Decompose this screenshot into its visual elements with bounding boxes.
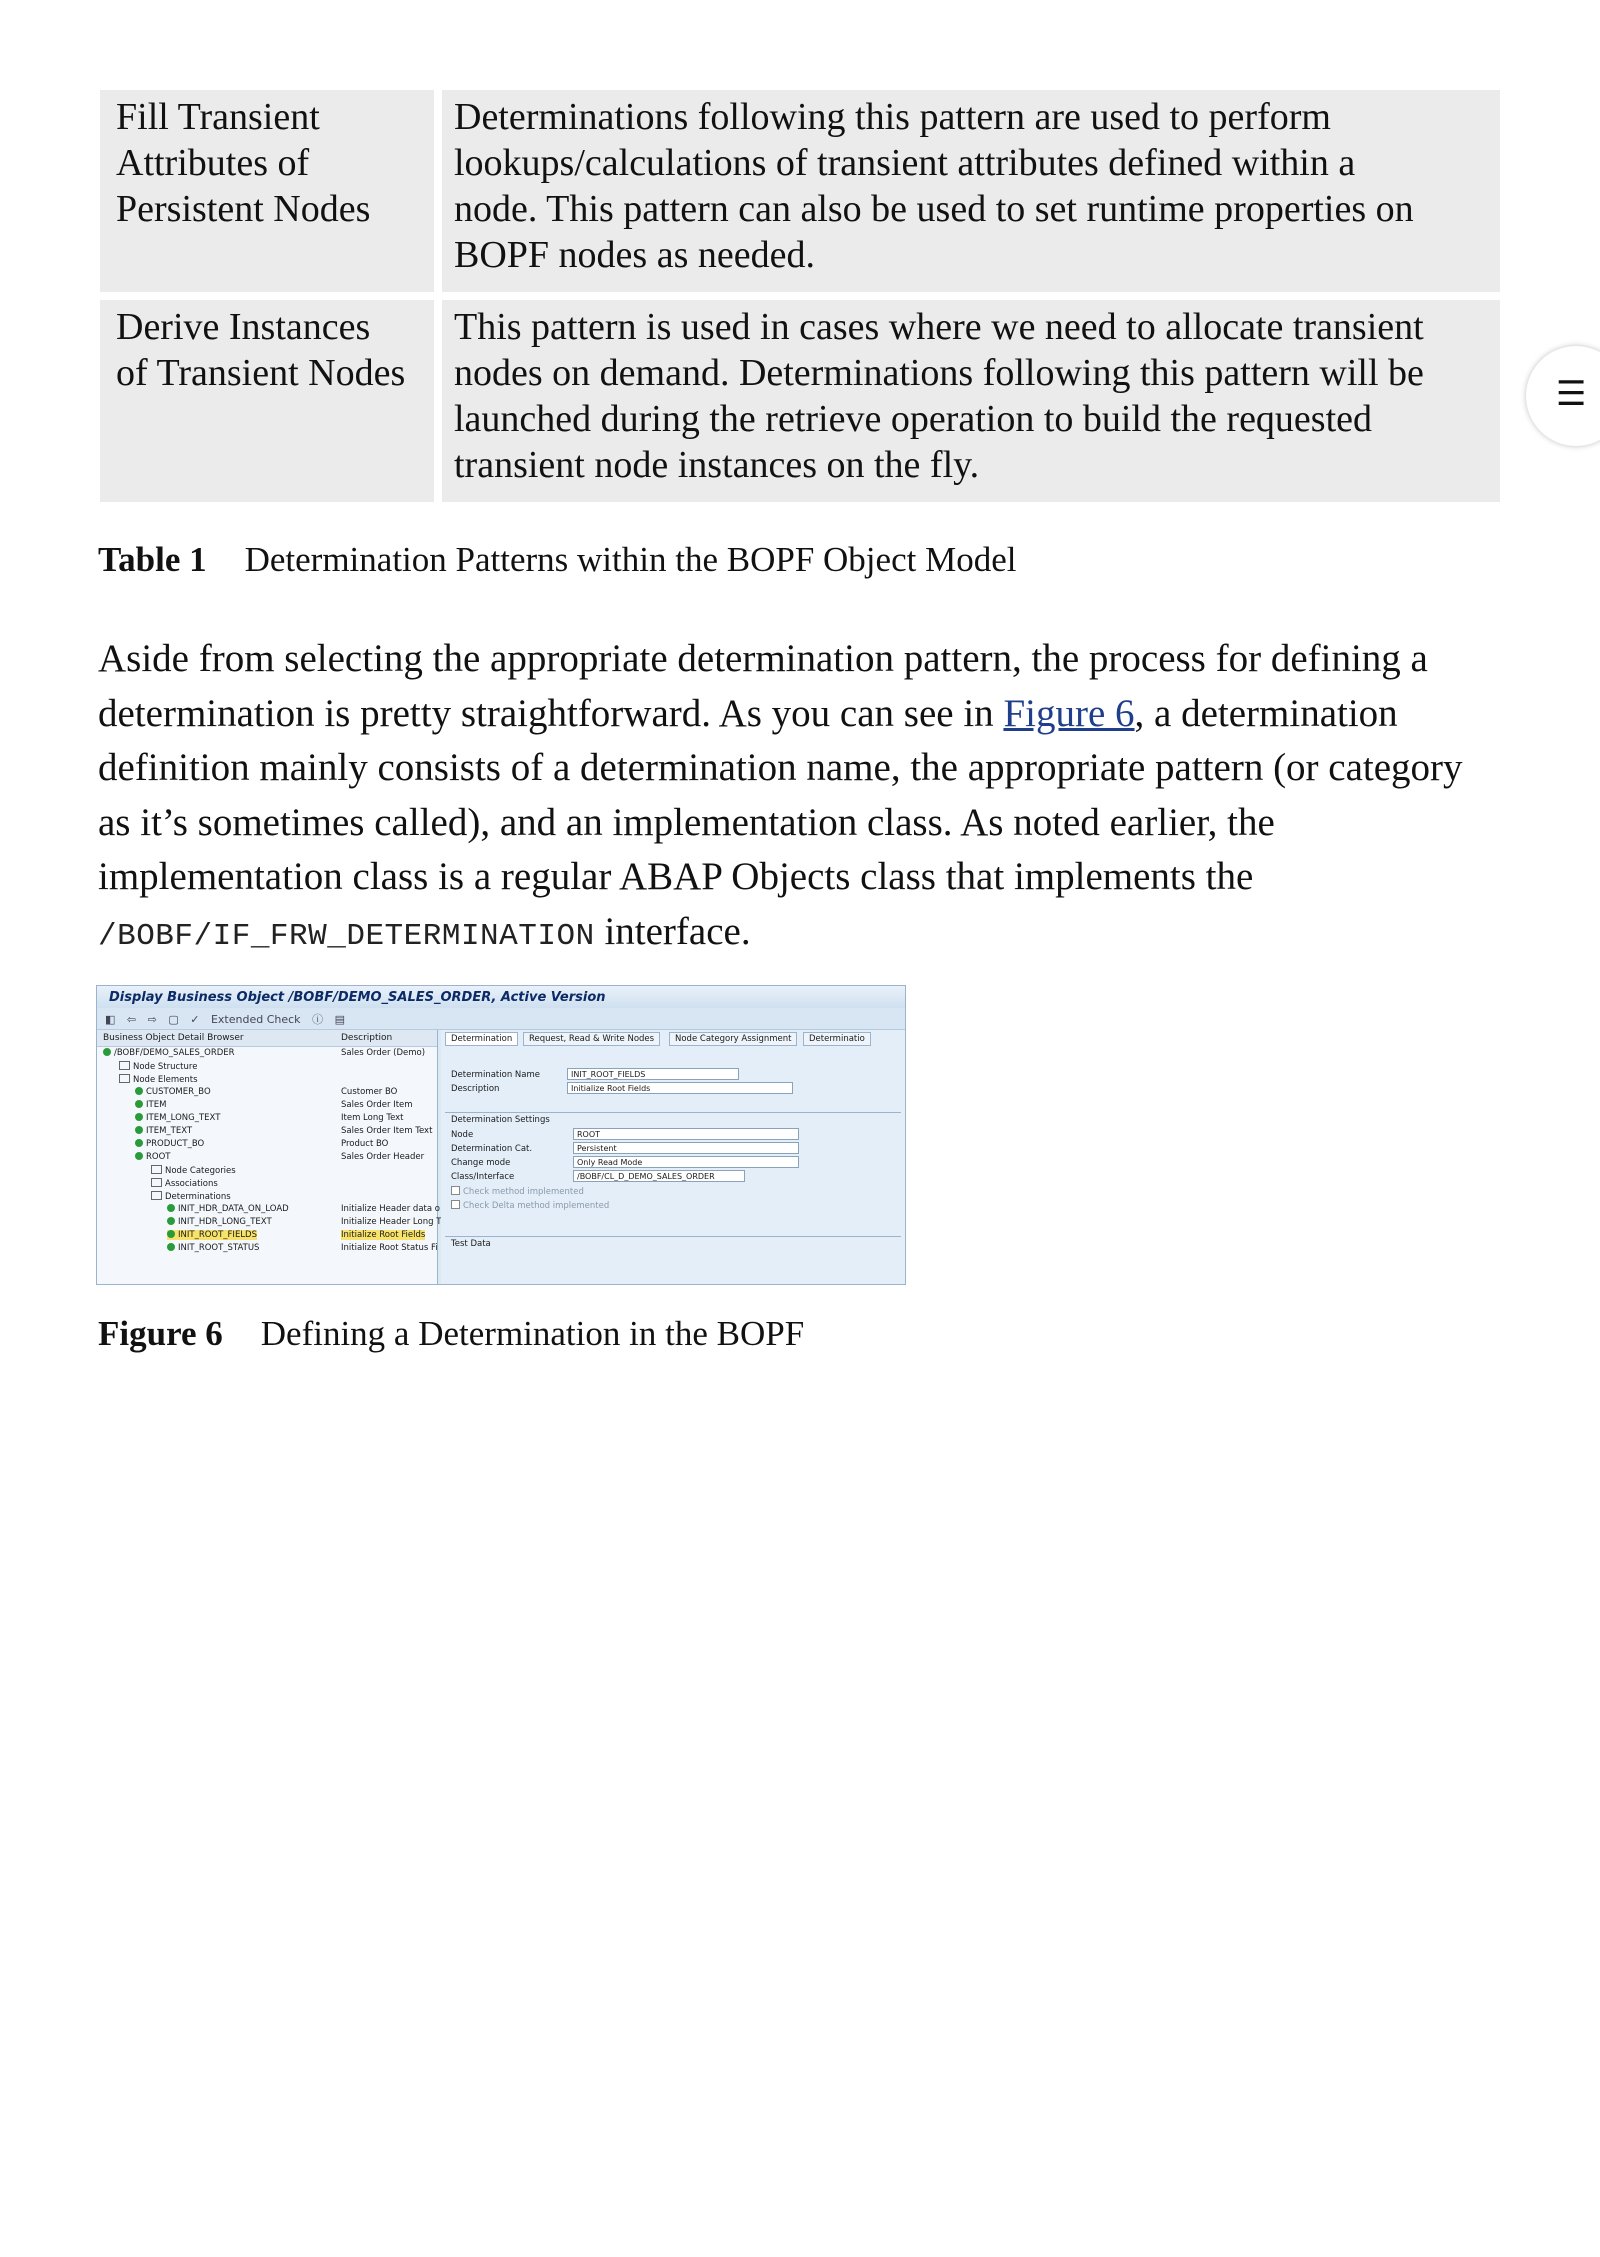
check-method-checkbox[interactable]: Check method implemented — [451, 1186, 584, 1197]
detail-panel — [441, 1030, 905, 1284]
node-icon — [135, 1126, 143, 1134]
pattern-desc-line: node. This pattern can also be used to set runtime properties on — [454, 188, 1414, 230]
tree-header-col2: Description — [341, 1033, 393, 1043]
determination-name-field[interactable]: INIT_ROOT_FIELDS — [567, 1068, 739, 1080]
tree-row[interactable]: ROOT Sales Order Header — [97, 1151, 437, 1164]
pattern-name-line: Persistent Nodes — [116, 188, 371, 230]
menu-button[interactable] — [1526, 346, 1600, 446]
check-icon[interactable]: ✓ — [190, 1013, 200, 1026]
pattern-description-cell — [442, 90, 1500, 292]
tab-determination[interactable]: Determination — [445, 1032, 518, 1046]
settings-group-label: Determination Settings — [445, 1112, 901, 1125]
field-label: Determination Cat. — [451, 1144, 533, 1154]
new-icon[interactable]: ▢ — [168, 1013, 179, 1026]
paragraph-line: definition mainly consists of a determination name, the appropriate pattern (or category — [98, 746, 1463, 789]
table-caption-label: Table 1 — [98, 540, 207, 579]
description-field[interactable]: Initialize Root Fields — [567, 1082, 793, 1094]
determination-icon — [167, 1217, 175, 1225]
change-mode-select[interactable]: Only Read Mode — [573, 1156, 799, 1168]
tree-row[interactable]: CUSTOMER_BO Customer BO — [97, 1086, 437, 1099]
pattern-desc-line: This pattern is used in cases where we need to allocate transient — [454, 306, 1424, 348]
field-label: Description — [451, 1084, 500, 1094]
pattern-name-line: Attributes of — [116, 142, 310, 184]
tree-row[interactable]: /BOBF/DEMO_SALES_ORDER Sales Order (Demo) — [97, 1047, 437, 1060]
tab-strip — [441, 1030, 905, 1048]
folder-icon — [119, 1061, 130, 1070]
display-change-icon[interactable]: ◧ — [105, 1013, 116, 1026]
field-label: Node — [451, 1130, 474, 1140]
folder-icon — [151, 1165, 162, 1174]
paragraph-line — [98, 687, 1508, 742]
pattern-name-line: Fill Transient — [116, 96, 320, 138]
determination-category-select[interactable]: Persistent — [573, 1142, 799, 1154]
folder-icon — [151, 1178, 162, 1187]
field-label: Class/Interface — [451, 1172, 515, 1182]
table-row — [100, 300, 1500, 502]
sap-window-title: Display Business Object /BOBF/DEMO_SALES_ORDER, Active Version — [97, 986, 905, 1008]
pattern-name-line: Derive Instances — [116, 306, 371, 348]
tree-row[interactable]: Node Categories — [97, 1164, 437, 1177]
paragraph-line: Aside from selecting the appropriate determination pattern, the process for defining a — [98, 637, 1428, 680]
tree-row[interactable]: Determinations — [97, 1190, 437, 1203]
business-object-icon — [103, 1048, 111, 1056]
print-icon[interactable]: ▤ — [334, 1013, 345, 1026]
determination-icon — [167, 1230, 175, 1238]
checkbox-icon — [451, 1186, 460, 1195]
paragraph-line: implementation class is a regular ABAP Objects class that implements the — [98, 855, 1254, 898]
body-paragraph — [98, 632, 1508, 964]
tree-row[interactable]: Associations — [97, 1177, 437, 1190]
pattern-description-cell — [442, 300, 1500, 502]
pattern-name-cell — [100, 300, 434, 502]
node-icon — [135, 1152, 143, 1160]
pattern-desc-line: nodes on demand. Determinations following this pattern will be — [454, 352, 1424, 394]
sap-toolbar — [97, 1008, 905, 1030]
node-icon — [135, 1139, 143, 1147]
folder-icon — [119, 1074, 130, 1083]
pattern-desc-line: transient node instances on the fly. — [454, 444, 980, 486]
extended-check-button[interactable]: Extended Check — [210, 1013, 301, 1026]
figure-caption — [98, 1312, 804, 1356]
determination-icon — [167, 1204, 175, 1212]
figure-6-screenshot — [96, 985, 906, 1285]
tree-row-selected[interactable]: INIT_ROOT_FIELDS Initialize Root Fields — [97, 1229, 437, 1242]
determination-icon — [167, 1243, 175, 1251]
table-row — [100, 90, 1500, 292]
back-icon[interactable]: ⇦ — [126, 1013, 137, 1026]
table-caption-text: Determination Patterns within the BOPF Object Model — [244, 540, 1017, 579]
pattern-desc-line: Determinations following this pattern are used to perform — [454, 96, 1331, 138]
node-icon — [135, 1100, 143, 1108]
paragraph-text: , a determination — [1134, 691, 1398, 735]
node-select[interactable]: ROOT — [573, 1128, 799, 1140]
pattern-desc-line: BOPF nodes as needed. — [454, 234, 815, 276]
tree-row[interactable]: INIT_HDR_DATA_ON_LOAD Initialize Header data o — [97, 1203, 437, 1216]
determination-patterns-table — [100, 90, 1500, 510]
node-icon — [135, 1113, 143, 1121]
paragraph-line: as it’s sometimes called), and an implementation class. As noted earlier, the — [98, 800, 1275, 844]
field-label: Change mode — [451, 1158, 511, 1168]
check-delta-checkbox[interactable]: Check Delta method implemented — [451, 1200, 609, 1211]
pattern-desc-line: launched during the retrieve operation to build the requested — [454, 398, 1373, 440]
paragraph-line — [98, 905, 1508, 965]
tree-row[interactable]: ITEM Sales Order Item — [97, 1099, 437, 1112]
tree-row[interactable]: Node Elements — [97, 1073, 437, 1086]
tab-node-category[interactable]: Node Category Assignment — [669, 1032, 797, 1046]
tree-header — [97, 1030, 437, 1047]
tree-row[interactable]: INIT_HDR_LONG_TEXT Initialize Header Long T — [97, 1216, 437, 1229]
pattern-desc-line: lookups/calculations of transient attributes defined within a — [454, 142, 1356, 184]
tab-request-nodes[interactable]: Request, Read & Write Nodes — [523, 1032, 660, 1046]
info-icon[interactable]: ⓘ — [312, 1013, 324, 1026]
pattern-name-line: of Transient Nodes — [116, 352, 406, 394]
paragraph-text: determination is pretty straightforward. As you can see in — [98, 691, 1004, 735]
test-data-group-label: Test Data — [445, 1236, 901, 1249]
forward-icon[interactable]: ⇨ — [147, 1013, 157, 1026]
tree-header-col1: Business Object Detail Browser — [103, 1033, 244, 1043]
class-interface-field[interactable]: /BOBF/CL_D_DEMO_SALES_ORDER — [573, 1170, 745, 1182]
pattern-name-cell — [100, 90, 434, 292]
tree-row[interactable]: PRODUCT_BO Product BO — [97, 1138, 437, 1151]
figure-caption-text: Defining a Determination in the BOPF — [260, 1314, 805, 1353]
checkbox-icon — [451, 1200, 460, 1209]
figure-caption-label: Figure 6 — [98, 1314, 223, 1353]
folder-icon — [151, 1191, 162, 1200]
figure-6-link[interactable]: Figure 6 — [1003, 691, 1135, 735]
tree-row[interactable]: Node Structure — [97, 1060, 437, 1073]
node-icon — [135, 1087, 143, 1095]
tab-determination-more[interactable]: Determinatio — [803, 1032, 871, 1046]
interface-name-code: /BOBF/IF_FRW_DETERMINATION — [98, 918, 595, 954]
tree-row[interactable]: INIT_ROOT_STATUS Initialize Root Status Fi — [97, 1242, 437, 1255]
tree-row[interactable]: ITEM_LONG_TEXT Item Long Text — [97, 1112, 437, 1125]
hamburger-menu-icon: ☰ — [1556, 374, 1587, 414]
field-label: Determination Name — [451, 1070, 540, 1080]
tree-browser — [97, 1030, 442, 1284]
paragraph-text: interface. — [594, 909, 751, 953]
table-caption — [98, 538, 1016, 582]
tree-row[interactable]: ITEM_TEXT Sales Order Item Text — [97, 1125, 437, 1138]
